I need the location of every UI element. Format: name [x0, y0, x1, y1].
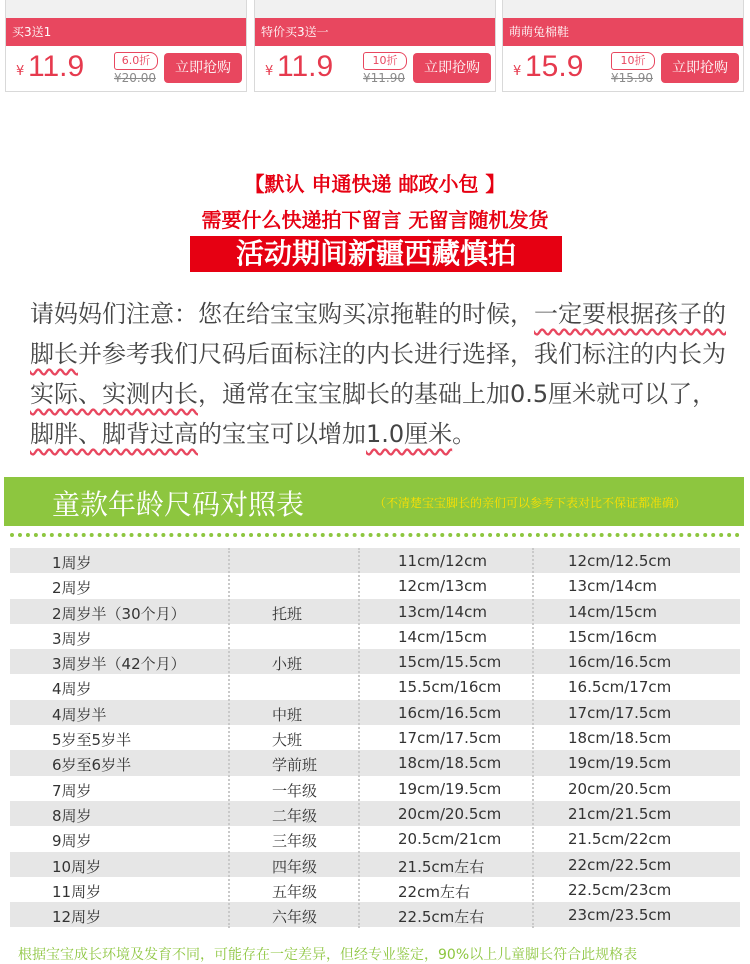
- size-chart-header: [4, 477, 744, 526]
- table-row: [10, 700, 740, 725]
- paragraph-emphasis: 一定要根据孩子的脚长: [30, 300, 726, 368]
- size-notice-paragraph: [30, 294, 740, 454]
- product-title[interactable]: 买3送1: [6, 18, 246, 46]
- table-cell: 三年级: [272, 832, 318, 851]
- table-row: [10, 599, 740, 624]
- column-divider: [228, 548, 230, 928]
- table-cell: 22cm左右: [398, 882, 470, 901]
- table-cell: 20cm/20.5cm: [568, 779, 672, 798]
- table-cell: 14cm/15cm: [398, 627, 487, 646]
- product-image[interactable]: [255, 0, 495, 18]
- product-image[interactable]: [503, 0, 743, 18]
- table-cell: 18cm/18.5cm: [398, 754, 502, 773]
- shipping-instruction: 需要什么快递拍下留言 无留言随机发货: [201, 208, 549, 232]
- table-cell: 16cm/16.5cm: [568, 653, 672, 672]
- table-cell: 15cm/15.5cm: [398, 653, 502, 672]
- table-row: [10, 725, 740, 750]
- table-cell: 21.5cm/22cm: [568, 830, 672, 849]
- size-chart-table: [10, 548, 740, 927]
- table-cell: 11周岁: [52, 882, 102, 901]
- buy-now-button[interactable]: 立即抢购: [661, 53, 739, 83]
- table-cell: 13cm/14cm: [398, 602, 487, 621]
- table-cell: 12cm/12.5cm: [568, 552, 672, 570]
- table-row: [10, 624, 740, 649]
- table-cell: 16cm/16.5cm: [398, 703, 502, 722]
- table-cell: 2周岁: [52, 579, 92, 598]
- product-title[interactable]: 萌萌兔棉鞋: [503, 18, 743, 46]
- table-cell: 23cm/23.5cm: [568, 906, 672, 925]
- table-row: [10, 573, 740, 598]
- table-cell: 19cm/19.5cm: [398, 779, 502, 798]
- table-row: [10, 852, 740, 877]
- table-cell: 12周岁: [52, 908, 102, 927]
- table-cell: 3周岁半（42个月）: [52, 655, 186, 674]
- table-row: [10, 750, 740, 775]
- original-price: ¥15.90: [611, 71, 653, 85]
- table-cell: 托班: [272, 604, 303, 623]
- paragraph-emphasis: 脚胖、脚背过高: [30, 420, 198, 448]
- table-cell: 五年级: [272, 882, 318, 901]
- region-warning: 活动期间新疆西藏慎拍: [190, 236, 562, 272]
- table-cell: 小班: [272, 655, 303, 674]
- paragraph-text: 并参考我们尺码后面标注的内长进行选择，我们标注的内长为: [78, 340, 726, 368]
- footer-note: 根据宝宝成长环境及发育不同，可能存在一定差异，但经专业鉴定，90%以上儿童脚长符合此规格表: [18, 947, 638, 963]
- product-price: 11.9: [277, 50, 334, 83]
- table-row: [10, 877, 740, 902]
- table-cell: 21.5cm左右: [398, 857, 485, 876]
- table-cell: 21cm/21.5cm: [568, 804, 672, 823]
- table-cell: 19cm/19.5cm: [568, 754, 672, 773]
- product-card[interactable]: [254, 0, 496, 92]
- table-cell: 一年级: [272, 781, 318, 800]
- table-cell: 大班: [272, 731, 303, 750]
- table-cell: 2周岁半（30个月）: [52, 604, 186, 623]
- table-cell: 22.5cm/23cm: [568, 880, 672, 899]
- table-cell: 中班: [272, 705, 303, 724]
- table-cell: 4周岁半: [52, 705, 107, 724]
- table-cell: 二年级: [272, 806, 318, 825]
- column-divider: [532, 548, 534, 928]
- divider: [10, 533, 740, 537]
- paragraph-text: 。: [452, 420, 477, 448]
- product-strip: [0, 0, 750, 96]
- paragraph-text: 的宝宝可以增加: [198, 420, 366, 448]
- table-cell: 20cm/20.5cm: [398, 804, 502, 823]
- table-cell: 13cm/14cm: [568, 577, 657, 596]
- product-card[interactable]: [502, 0, 744, 92]
- size-chart-title: 童款年龄尺码对照表: [52, 488, 305, 521]
- original-price: ¥11.90: [363, 71, 405, 85]
- discount-badge: 6.0折: [114, 52, 158, 70]
- discount-badge: 10折: [611, 52, 655, 70]
- product-image[interactable]: [6, 0, 246, 18]
- buy-now-button[interactable]: 立即抢购: [164, 53, 242, 83]
- original-price: ¥20.00: [114, 71, 156, 85]
- table-cell: 18cm/18.5cm: [568, 729, 672, 748]
- table-row: [10, 674, 740, 699]
- table-cell: 17cm/17.5cm: [398, 729, 502, 748]
- buy-now-button[interactable]: 立即抢购: [413, 53, 491, 83]
- table-cell: 11cm/12cm: [398, 552, 487, 570]
- discount-badge: 10折: [363, 52, 407, 70]
- table-cell: 22cm/22.5cm: [568, 855, 672, 874]
- table-cell: 7周岁: [52, 781, 92, 800]
- paragraph-text: 请妈妈们注意：您在给宝宝购买凉拖鞋的时候，: [30, 300, 534, 328]
- table-cell: 15.5cm/16cm: [398, 678, 502, 697]
- currency-symbol: ¥: [16, 64, 25, 79]
- table-row: [10, 548, 740, 573]
- paragraph-emphasis: 1.0厘米: [366, 420, 453, 448]
- table-cell: 1周岁: [52, 554, 92, 572]
- table-cell: 四年级: [272, 857, 318, 876]
- table-cell: 4周岁: [52, 680, 92, 699]
- column-divider: [358, 548, 360, 928]
- product-card[interactable]: [5, 0, 247, 92]
- table-cell: 3周岁: [52, 629, 92, 648]
- table-cell: 学前班: [272, 756, 318, 775]
- table-cell: 20.5cm/21cm: [398, 830, 502, 849]
- table-row: [10, 826, 740, 851]
- product-price: 15.9: [525, 50, 584, 83]
- shipping-notice: 【默认 申通快递 邮政小包 】: [244, 172, 506, 196]
- table-row: [10, 776, 740, 801]
- table-cell: 六年级: [272, 908, 318, 927]
- table-cell: 22.5cm左右: [398, 908, 485, 927]
- table-cell: 8周岁: [52, 806, 92, 825]
- paragraph-emphasis: 实际、实测内长: [30, 380, 198, 408]
- currency-symbol: ¥: [265, 64, 274, 79]
- table-row: [10, 801, 740, 826]
- size-chart-subtitle: （不清楚宝宝脚长的亲们可以参考下表对比不保证都准确）: [374, 496, 687, 510]
- table-cell: 6岁至6岁半: [52, 756, 132, 775]
- currency-symbol: ¥: [513, 64, 522, 79]
- table-cell: 14cm/15cm: [568, 602, 657, 621]
- paragraph-text: ，通常在宝宝脚长的基础上加0.5厘米就可以了，: [198, 380, 717, 408]
- table-cell: 5岁至5岁半: [52, 731, 132, 750]
- table-cell: 9周岁: [52, 832, 92, 851]
- product-price: 11.9: [28, 50, 85, 83]
- table-cell: 10周岁: [52, 857, 102, 876]
- table-cell: 17cm/17.5cm: [568, 703, 672, 722]
- table-row: [10, 902, 740, 927]
- product-title[interactable]: 特价买3送一: [255, 18, 495, 46]
- table-row: [10, 649, 740, 674]
- table-cell: 16.5cm/17cm: [568, 678, 672, 697]
- table-cell: 12cm/13cm: [398, 577, 487, 596]
- table-cell: 15cm/16cm: [568, 627, 657, 646]
